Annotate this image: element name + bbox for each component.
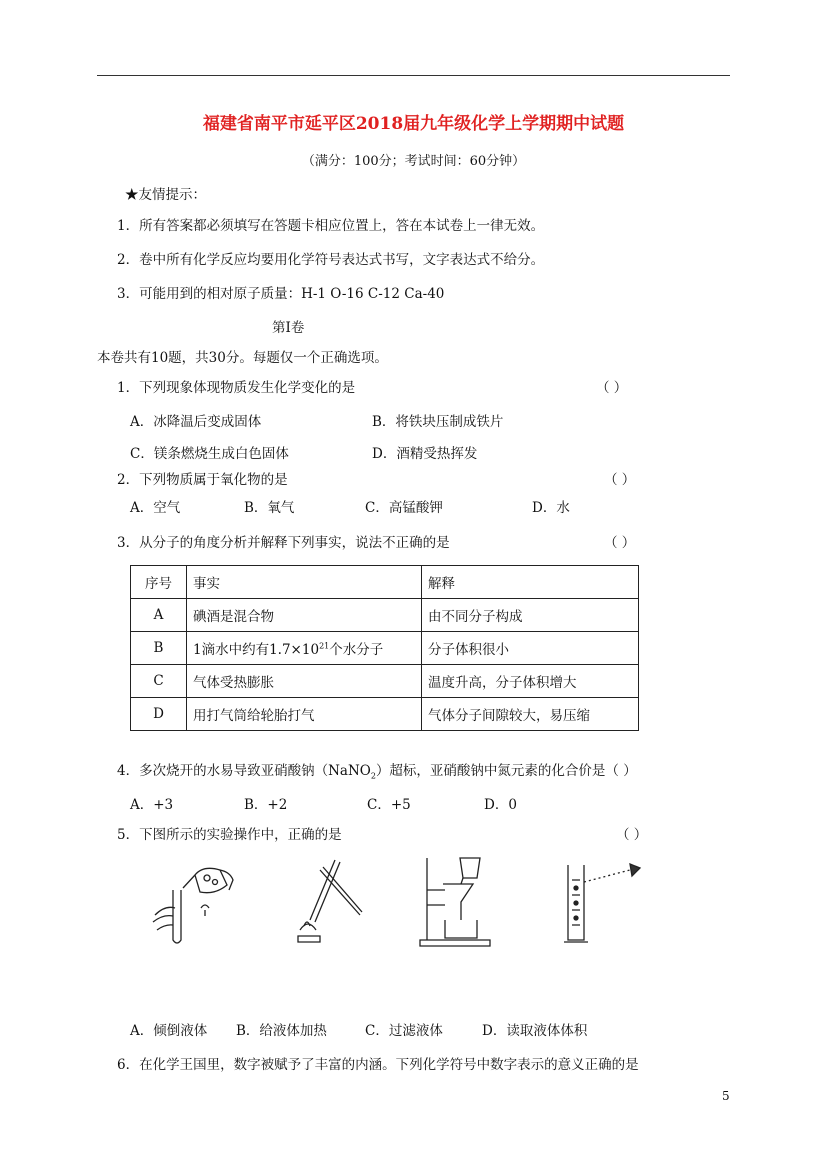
- q3-table: [130, 565, 639, 731]
- row-explain: 温度升高，分子体积增大: [422, 665, 639, 698]
- q6-stem: 6．在化学王国里，数字被赋予了丰富的内涵。下列化学符号中数字表示的意义正确的是: [117, 1057, 639, 1073]
- page-title: 福建省南平市延平区2018届九年级化学上学期期中试题: [202, 114, 625, 134]
- header-explain: 解释: [422, 566, 639, 599]
- q1-option-b: B．将铁块压制成铁片: [372, 414, 504, 430]
- row-fact-main: 1滴水中约有1.7×10: [193, 642, 320, 658]
- q5-option-d: D．读取液体体积: [482, 1023, 588, 1039]
- q4-option-b: B．+2: [244, 797, 288, 813]
- table-row: [131, 632, 639, 665]
- table-header-row: [131, 566, 639, 599]
- q5-option-b: B．给液体加热: [236, 1023, 327, 1039]
- reading-volume-figure: [560, 850, 650, 950]
- tip-1: 1．所有答案都必须填写在答题卡相应位置上，答在本试卷上一律无效。: [117, 218, 545, 234]
- q1-answer-paren: （ ）: [596, 380, 628, 396]
- tips-header: ★友情提示：: [125, 187, 206, 203]
- q5-answer-paren: （ ）: [616, 827, 648, 843]
- row-id: C: [131, 665, 187, 698]
- q4-stem-tail: ）超标，亚硝酸钠中氮元素的化合价是（ ）: [375, 763, 637, 779]
- page-number: 5: [722, 1089, 730, 1103]
- table-row: [131, 599, 639, 632]
- heating-liquid-figure: [290, 850, 370, 950]
- q2-option-d: D．水: [532, 500, 570, 516]
- row-explain: 气体分子间隙较大，易压缩: [422, 698, 639, 731]
- q3-stem: 3．从分子的角度分析并解释下列事实，说法不正确的是: [117, 535, 450, 551]
- q2-answer-paren: （ ）: [604, 472, 636, 488]
- q1-option-c: C．镁条燃烧生成白色固体: [130, 446, 289, 462]
- row-id: A: [131, 599, 187, 632]
- table-row: [131, 665, 639, 698]
- q4-stem-subscript: 2: [370, 771, 376, 781]
- row-fact: 用打气筒给轮胎打气: [187, 698, 422, 731]
- tip-3: 3．可能用到的相对原子质量：H-1 O-16 C-12 Ca-40: [117, 286, 445, 302]
- pouring-liquid-figure: [145, 850, 245, 950]
- q2-option-a: A．空气: [130, 500, 181, 516]
- q4-option-c: C．+5: [367, 797, 411, 813]
- q1-option-a: A．冰降温后变成固体: [130, 414, 262, 430]
- row-explain: 由不同分子构成: [422, 599, 639, 632]
- header-rule: [97, 75, 730, 76]
- section-note: 本卷共有10题，共30分。每题仅一个正确选项。: [97, 350, 388, 366]
- row-id: B: [131, 632, 187, 665]
- row-fact: 碘酒是混合物: [187, 599, 422, 632]
- q5-stem: 5．下图所示的实验操作中，正确的是: [117, 827, 342, 843]
- table-row: [131, 698, 639, 731]
- row-id: D: [131, 698, 187, 731]
- tip-2: 2．卷中所有化学反应均要用化学符号表达式书写，文字表达式不给分。: [117, 252, 545, 268]
- q3-answer-paren: （ ）: [604, 535, 636, 551]
- row-explain: 分子体积很小: [422, 632, 639, 665]
- header-fact: 事实: [187, 566, 422, 599]
- row-fact: 气体受热膨胀: [187, 665, 422, 698]
- q4-stem: [117, 759, 637, 781]
- q1-stem: 1．下列现象体现物质发生化学变化的是: [117, 380, 356, 396]
- q2-option-b: B．氧气: [244, 500, 295, 516]
- q1-option-d: D．酒精受热挥发: [372, 446, 478, 462]
- header-id: 序号: [131, 566, 187, 599]
- q4-option-d: D．0: [484, 797, 517, 813]
- q5-option-a: A．倾倒液体: [130, 1023, 208, 1039]
- q4-stem-main: 4．多次烧开的水易导致亚硝酸钠（NaNO: [117, 763, 371, 779]
- filtering-figure: [415, 850, 495, 950]
- row-fact-tail: 个水分子: [329, 642, 384, 658]
- row-fact: [187, 632, 422, 665]
- section-title: 第Ⅰ卷: [272, 320, 305, 336]
- row-fact-exponent: 21: [319, 641, 330, 651]
- q2-stem: 2．下列物质属于氧化物的是: [117, 472, 288, 488]
- q4-option-a: A．+3: [130, 797, 174, 813]
- q5-option-c: C．过滤液体: [365, 1023, 443, 1039]
- q2-option-c: C．高锰酸钾: [365, 500, 443, 516]
- exam-info: （满分：100分；考试时间：60分钟）: [301, 154, 526, 169]
